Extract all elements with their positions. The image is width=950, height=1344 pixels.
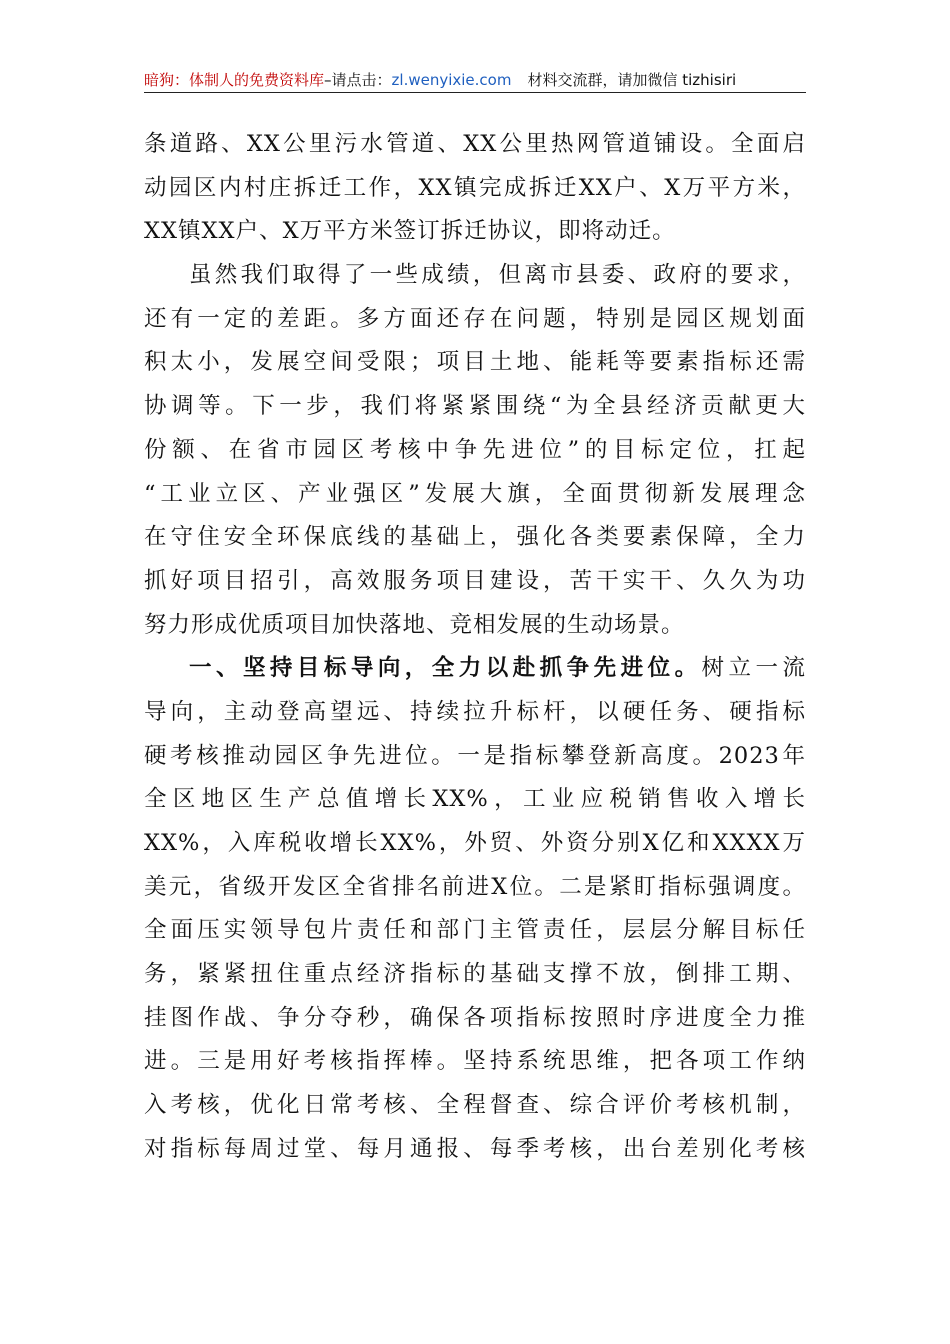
text-line: 导向，主动登高望远、持续拉升标杆，以硬任务、硬指标 — [144, 698, 806, 725]
document-body — [144, 123, 806, 1172]
text-line: 份额、在省市园区考核中争先进位”的目标定位，扛起 — [144, 436, 806, 463]
site-url-link[interactable]: zl.wenyixie.com — [391, 71, 512, 89]
section-paragraph-start — [144, 647, 806, 691]
text-line: 抓好项目招引，高效服务项目建设，苦干实干、久久为功 — [144, 567, 806, 594]
text-line: XX镇XX户、X万平方米签订拆迁协议，即将动迁。 — [144, 218, 676, 245]
text-line: “工业立区、产业强区”发展大旗，全面贯彻新发展理念 — [144, 480, 806, 507]
text-line: 协调等。下一步，我们将紧紧围绕“为全县经济贡献更大 — [144, 393, 806, 420]
text-line: 对指标每周过堂、每月通报、每季考核，出台差别化考核 — [144, 1135, 806, 1162]
text-line: 美元，省级开发区全省排名前进X位。二是紧盯指标强调度。 — [144, 873, 806, 900]
text-line: 进。三是用好考核指挥棒。坚持系统思维，把各项工作纳 — [144, 1048, 806, 1075]
text-line: 积太小，发展空间受限；项目土地、能耗等要素指标还需 — [144, 349, 806, 376]
text-line: 硬考核推动园区争先进位。一是指标攀登新高度。2023年 — [144, 742, 806, 769]
contact-info: 材料交流群，请加微信 tizhisiri — [527, 71, 737, 89]
text-line: 务，紧紧扭住重点经济指标的基础支撑不放，倒排工期、 — [144, 961, 806, 988]
text-run: 树立一流 — [701, 655, 806, 682]
text-line: 全区地区生产总值增长XX%，工业应税销售收入增长 — [144, 786, 806, 813]
text-line: 条道路、XX公里污水管道、XX公里热网管道铺设。全面启 — [144, 131, 806, 157]
text-line: 动园区内村庄拆迁工作，XX镇完成拆迁XX户、X万平方米， — [144, 174, 806, 201]
text-line: 挂图作战、争分夺秒，确保各项指标按照时序进度全力推 — [144, 1004, 806, 1031]
text-line: 入考核，优化日常考核、全程督查、综合评价考核机制， — [144, 1092, 806, 1119]
text-line: 全面压实领导包片责任和部门主管责任，层层分解目标任 — [144, 917, 806, 944]
header-divider — [144, 92, 806, 93]
text-line: 在守住安全环保底线的基础上，强化各类要素保障，全力 — [144, 524, 806, 551]
site-header — [144, 66, 806, 94]
text-line: XX%，入库税收增长XX%，外贸、外资分别X亿和XXXX万 — [144, 830, 806, 856]
text-line: 努力形成优质项目加快落地、竞相发展的生动场景。 — [144, 611, 685, 638]
site-name: 暗狗：体制人的免费资料库 — [144, 71, 325, 89]
paragraph-start: 虽然我们取得了一些成绩，但离市县委、政府的要求， — [189, 262, 806, 289]
section-heading: 一、坚持目标导向，全力以赴抓争先进位。 — [189, 655, 702, 682]
text-line: 还有一定的差距。多方面还存在问题，特别是园区规划面 — [144, 305, 806, 332]
click-prompt: –请点击： — [324, 71, 392, 89]
